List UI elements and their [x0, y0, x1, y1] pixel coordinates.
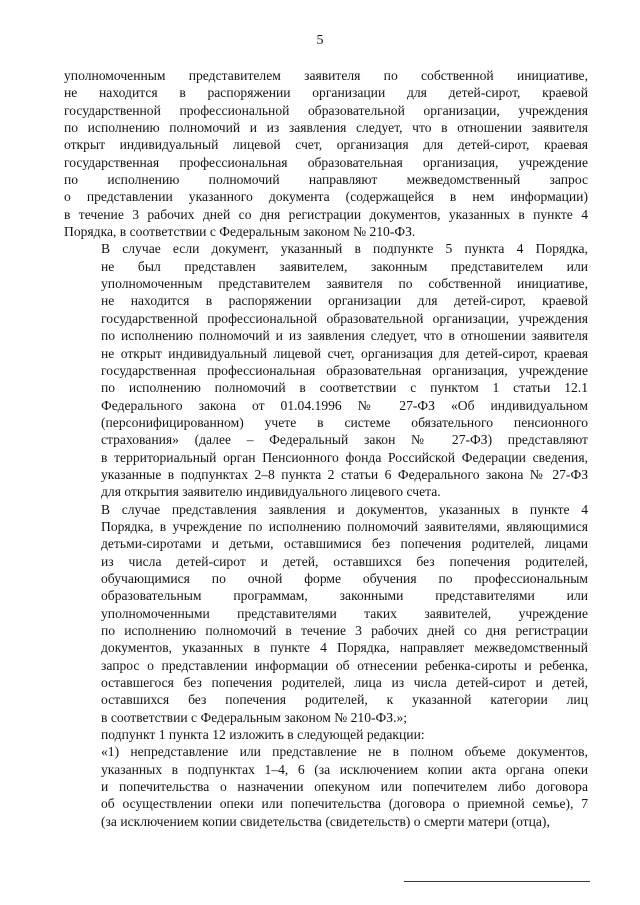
text-line: Федерального закона от 01.04.1996 № 27-ФЗ «Об индивидуальном — [101, 397, 588, 413]
text-line: по исполнению полномочий и из заявления следует, что в отношении заявителя — [64, 120, 588, 136]
text-line: государственная профессиональная образовательная организация, учреждение — [64, 154, 588, 170]
text-line: по исполнению полномочий и из заявления следует, что в отношении заявителя — [101, 328, 588, 344]
text-line: уполномоченными представителями таких заявителей, учреждение — [101, 605, 588, 621]
text-line: обучающимися по очной форме обучения по профессиональным — [101, 570, 588, 586]
text-line: об осуществлении опеки или попечительства (договора о приемной семье), 7 — [101, 796, 588, 812]
text-line: открыт индивидуальный лицевой счет, организация для детей-сирот, краевая — [64, 137, 588, 153]
paragraph-5 — [64, 743, 588, 830]
text-line: о представлении указанного документа (содержащейся в нем информации) — [64, 189, 588, 205]
text-line: оставшихся без попечения родителей, к указанной категории лиц — [101, 692, 588, 708]
text-line: страхования» (далее – Федеральный закон № 27-ФЗ) представляют — [101, 432, 588, 448]
text-line: «1) непредставление или представление не в полном объеме документов, — [101, 744, 588, 760]
text-line: Порядка, в соответствии с Федеральным законом № 210-ФЗ. — [64, 224, 416, 240]
text-line: государственной профессиональной образовательной организации, учреждения — [64, 102, 588, 118]
text-line: не открыт индивидуальный лицевой счет, организация для детей-сирот, краевая — [101, 345, 588, 361]
page-number: 5 — [316, 33, 324, 48]
document-body — [64, 67, 588, 830]
text-line: по исполнению полномочий в соответствии с пунктом 1 статьи 12.1 — [101, 380, 588, 396]
text-line: Порядка, в учреждение по исполнению полномочий заявителями, являющимися — [101, 518, 588, 534]
text-line: документов, указанных в пункте 4 Порядка, направляет межведомственный — [101, 640, 588, 656]
text-line: подпункт 1 пункта 12 изложить в следующей редакции: — [101, 727, 425, 743]
text-line: (персонифицированном) учете в системе обязательного пенсионного — [101, 414, 588, 430]
text-line: в соответствии с Федеральным законом № 210-ФЗ.»; — [101, 709, 408, 725]
text-line: по исполнению полномочий направляют межведомственный запрос — [64, 172, 588, 188]
text-line: образовательным программам, законными представителями или — [101, 588, 588, 604]
text-line: уполномоченным представителем заявителя по собственной инициативе, — [64, 68, 588, 83]
footer-rule — [404, 881, 590, 882]
text-line: для открытия заявителю индивидуального лицевого счета. — [101, 484, 441, 500]
paragraph-4 — [64, 726, 588, 743]
text-line: уполномоченным представителем заявителя по собственной инициативе, — [101, 276, 588, 292]
text-line: (за исключением копии свидетельства (свидетельств) о смерти матери (отца), — [101, 813, 550, 829]
paragraph-3 — [64, 501, 588, 726]
text-line: В случае представления заявления и документов, указанных в пункте 4 — [101, 501, 588, 517]
text-line: из числа детей-сирот и детей, оставшихся без попечения родителей, — [101, 553, 588, 569]
text-line: не находится в распоряжении организации для детей-сирот, краевой — [101, 293, 588, 309]
text-line: запрос о представлении информации об отнесении ребенка-сироты и ребенка, — [101, 657, 588, 673]
text-line: указанные в подпунктах 2–8 пункта 2 статьи 6 Федерального закона № 27-ФЗ — [101, 466, 588, 482]
paragraph-1 — [64, 67, 588, 240]
text-line: государственной профессиональной образовательной организации, учреждения — [101, 310, 588, 326]
text-line: и попечительства о назначении опекуном или попечителем либо договора — [101, 779, 588, 795]
text-line: в течение 3 рабочих дней со дня регистрации документов, указанных в пункте 4 — [64, 206, 588, 222]
text-line: государственная профессиональная образовательная организация, учреждение — [101, 362, 588, 378]
text-line: не был представлен заявителем, законным представителем или — [101, 258, 588, 274]
text-line: указанных в подпунктах 1–4, 6 (за исключением копии акта органа опеки — [101, 761, 588, 777]
text-line: В случае если документ, указанный в подпункте 5 пункта 4 Порядка, — [101, 241, 588, 257]
text-line: в территориальный орган Пенсионного фонда Российской Федерации сведения, — [101, 449, 588, 465]
text-line: по исполнению полномочий в течение 3 рабочих дней со дня регистрации — [101, 623, 588, 638]
paragraph-2 — [64, 240, 588, 500]
text-line: детьми-сиротами и детьми, оставшимися без попечения родителей, лицами — [101, 536, 588, 552]
text-line: оставшегося без попечения родителей, лица из числа детей-сирот и детей, — [101, 675, 588, 691]
text-line: не находится в распоряжении организации для детей-сирот, краевой — [64, 85, 588, 101]
